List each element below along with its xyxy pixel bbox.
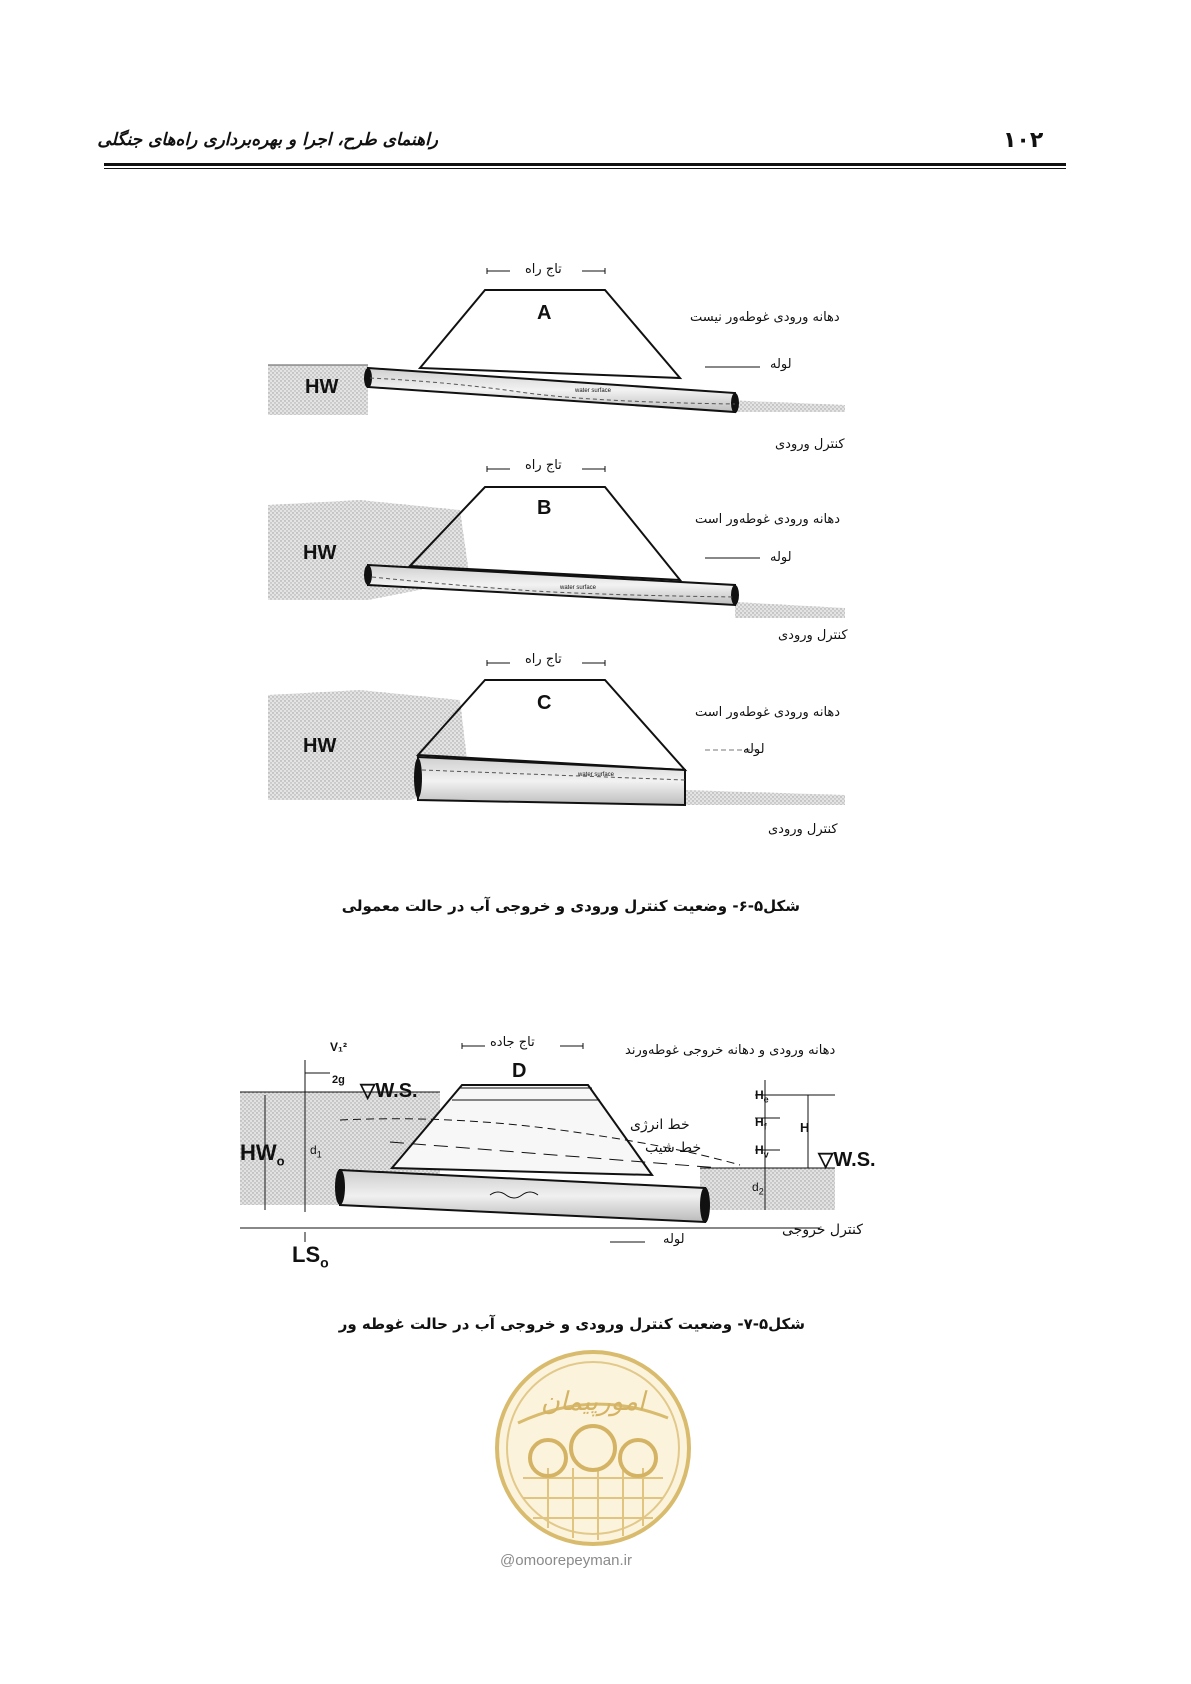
hwo-main: HW (240, 1140, 277, 1165)
he-label: $H_e$ (755, 1088, 769, 1105)
panel-c-letter: C (537, 692, 552, 714)
panel-b-hw-label: HW (303, 542, 337, 564)
book-title: راهنمای طرح، اجرا و بهره‌برداری راه‌های جنگلی (97, 130, 438, 150)
panel-c-water-surface-label: water surface (578, 772, 615, 778)
ws-left-label: ▽W.S. (360, 1080, 418, 1102)
figure-5-7-caption: شکل۵-۷- وضعیت کنترل ورودی و خروجی آب در حالت غوطه ور (338, 1315, 805, 1333)
pipe-outlet (700, 1187, 710, 1223)
ws-right-label: ▽W.S. (818, 1149, 876, 1171)
panel-c-hw-label: HW (303, 735, 337, 757)
fig2-state-label: دهانه ورودی و دهانه خروجی غوطه‌ورند (625, 1043, 836, 1058)
panel-b-crown-label: تاج راه (525, 458, 562, 473)
panel-a-letter: A (537, 302, 552, 324)
page-number: ۱۰۲ (1003, 128, 1044, 153)
fig2-pipe-label: لوله (663, 1232, 685, 1247)
panel-b-pipe-label: لوله (770, 550, 792, 565)
slope-line-label: خط شیب (645, 1140, 702, 1156)
hwo-label (240, 1140, 285, 1168)
fig2-letter: D (512, 1060, 527, 1082)
panel-a-crown-label: تاج راه (525, 262, 562, 277)
watermark-url: @omoorepeyman.ir (500, 1552, 632, 1569)
pipe-inlet (335, 1169, 345, 1205)
hwo-sub: o (276, 1153, 285, 1169)
energy-line-label: خط انرژی (630, 1117, 690, 1133)
d2-label: $d_2$ (752, 1180, 764, 1197)
velocity-head-denominator: 2g (332, 1074, 345, 1086)
stamp-text: امورپیمان (540, 1387, 646, 1417)
d1-label: $d_1$ (310, 1143, 322, 1160)
fig2-control-label: کنترل خروجی (782, 1222, 863, 1238)
culvert-pipe (340, 1170, 705, 1222)
velocity-head-numerator: V₁² (330, 1040, 347, 1054)
panel-c-state-label: دهانه ورودی غوطه‌ور است (695, 705, 841, 720)
panel-a-state-label: دهانه ورودی غوطه‌ور نیست (690, 310, 840, 325)
hv-label: $H_v$ (755, 1143, 769, 1160)
watermark-stamp (493, 1348, 693, 1548)
panel-a-control-label: کنترل ورودی (775, 437, 845, 452)
hf-label: $H_f$ (755, 1115, 767, 1132)
figure-5-6-caption: شکل۵-۶- وضعیت کنترل ورودی و خروجی آب در حالت معمولی (341, 897, 800, 915)
panel-b-water-surface-label: water surface (560, 585, 597, 591)
panel-c-control-label: کنترل ورودی (768, 822, 838, 837)
panel-a-pipe-label: لوله (770, 357, 792, 372)
lso-label: $LS_o$ (292, 1242, 329, 1271)
fig2-crown-label: تاج جاده (490, 1035, 535, 1050)
panel-b-letter: B (537, 497, 552, 519)
panel-c-crown-label: تاج راه (525, 652, 562, 667)
panel-a-water-surface-label: water surface (575, 388, 612, 394)
tailwater-pool (700, 1168, 835, 1210)
panel-b-state-label: دهانه ورودی غوطه‌ور است (695, 512, 841, 527)
panel-c-pipe-label: لوله (743, 742, 765, 757)
panel-a-hw-label: HW (305, 376, 339, 398)
h-label: H (800, 1120, 810, 1135)
panel-b-control-label: کنترل ورودی (778, 628, 848, 643)
